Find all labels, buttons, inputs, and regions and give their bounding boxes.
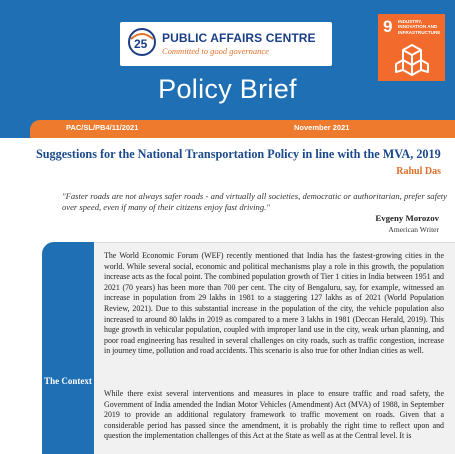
reference-code: PAC/SL/PB4/11/2021	[66, 123, 139, 132]
section-sidebar	[42, 242, 94, 454]
pac-25-years-icon	[127, 27, 157, 57]
sdg-label: INDUSTRY, INNOVATION AND INFRASTRUCTURE	[398, 19, 441, 35]
publication-date: November 2021	[294, 123, 350, 132]
pac-logo	[120, 22, 332, 66]
document-title: Suggestions for the National Transportation Policy in line with the MVA, 2019	[36, 147, 441, 161]
org-tagline: Committed to good governance	[162, 46, 269, 56]
header-band	[0, 0, 455, 138]
sdg-badge	[378, 14, 445, 81]
info-tab	[30, 120, 455, 138]
epigraph-quote: "Faster roads are not always safer roads - and virtually all societies, democratic or authoritarian, prefer safety over speed, even if many of their citizens enjoy fast driving."	[62, 191, 447, 212]
body-paragraph: While there exist several interventions and measures in place to ensure traffic and road safety, the Government of India amended the Indian Motor Vehicles (Amendment) Act (MVA) of 1988, in September 2019 to provide an additional regulatory framework to traffic movement on roads. Given that a considerable period has passed since the amendment, it is probably the right time to reflect upon and question the implementation challenges of this Act at the State as well as at the Central level. It is	[104, 389, 444, 441]
org-name: PUBLIC AFFAIRS CENTRE	[162, 31, 316, 45]
author-name: Rahul Das	[396, 166, 441, 177]
quote-author: Evgeny Morozov	[375, 213, 439, 223]
section-body	[94, 242, 455, 454]
section-label: The Context	[44, 376, 92, 386]
svg-text:25: 25	[134, 37, 148, 51]
brief-title: Policy Brief	[158, 74, 297, 104]
cubes-icon	[394, 42, 430, 76]
body-paragraph: The World Economic Forum (WEF) recently mentioned that India has the fastest-growing cities in the world. While several social, economic and political mechanisms play a role in this growth, the population increase acts as the focal point. The combined population growth of Tier 1 cities in India between 1951 and 2021 (70 years) has been more than 700 per cent. The city of Bengaluru, say, for example, witnessed an increase in population from 29 lakhs in 1981 to a staggering 127 lakhs as of 2021 (World Population Review, 2021). Due to this substantial increase in the population of the city, the vehicle population also increased to around 80 lakhs in 2019 as compared to a mere 3 lakhs in 1981 (Deccan Herald, 2019). This huge growth in vehicular population, coupled with improper land use in the city, weak urban planning, and poor road engineering has resulted in several challenges on city roads, such as traffic congestion, increase in journey time, pollution and road accidents. This scenario is also true for other Indian cities as well.	[104, 251, 444, 356]
sdg-number: 9	[383, 17, 393, 36]
quote-author-role: American Writer	[388, 225, 439, 234]
